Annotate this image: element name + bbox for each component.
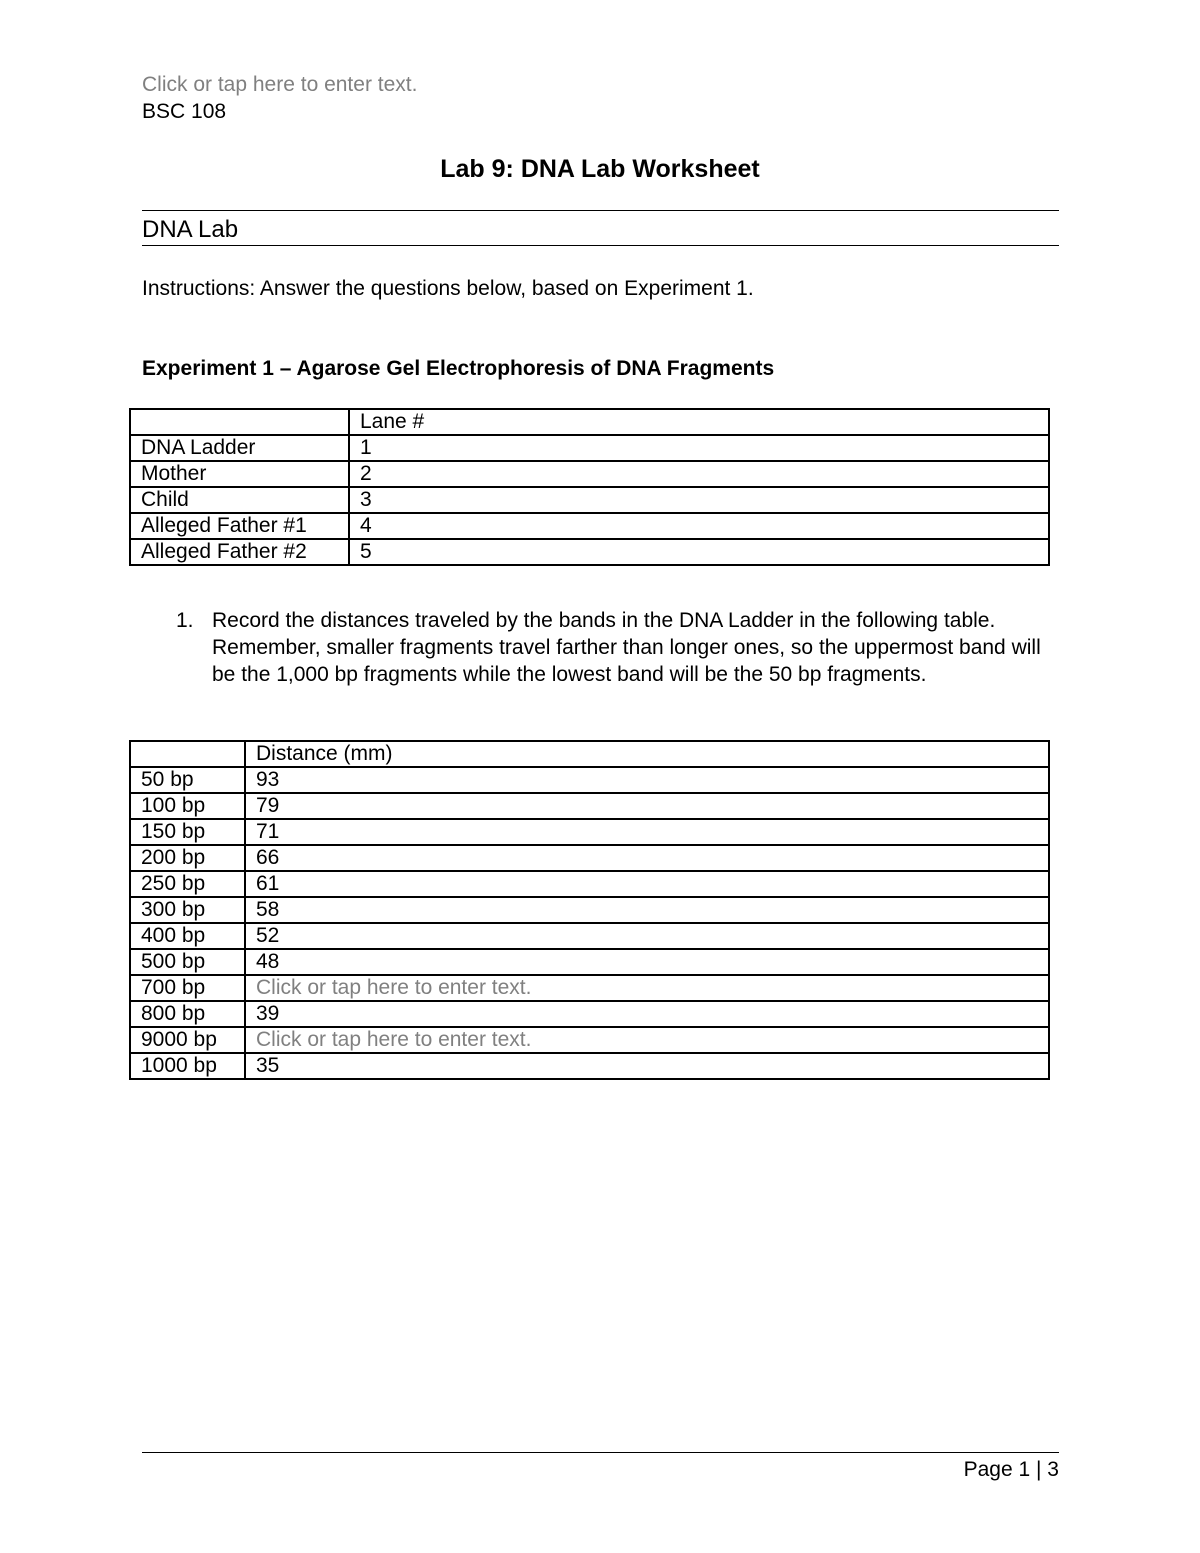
distance-placeholder-field[interactable]: Click or tap here to enter text. [245,975,1049,1001]
distance-cell[interactable]: 58 [245,897,1049,923]
page-number: Page 1 | 3 [963,1458,1059,1481]
fragment-size-cell: 300 bp [130,897,245,923]
page-title: Lab 9: DNA Lab Worksheet [440,155,760,183]
question-1 [176,607,1056,688]
table-header-cell [130,741,245,767]
fragment-size-cell: 9000 bp [130,1027,245,1053]
table-row [130,1001,1049,1027]
table-row [130,513,1049,539]
lane-number-cell[interactable]: 3 [349,487,1049,513]
question-text: Record the distances traveled by the bands in the DNA Ladder in the following table. Remember, smaller fragments travel farther than longer ones, so the uppermost band will be the 1,000 bp fragments while the lowest band will be the 50 bp fragments. [212,609,1041,686]
section-heading: DNA Lab [142,216,239,243]
footer-rule [142,1452,1059,1453]
fragment-size-cell: 700 bp [130,975,245,1001]
table-row [130,793,1049,819]
fragment-size-cell: 800 bp [130,1001,245,1027]
lane-number-cell[interactable]: 2 [349,461,1049,487]
table-row [130,975,1049,1001]
table-header-cell: Lane # [349,409,1049,435]
name-placeholder-field[interactable]: Click or tap here to enter text. [142,73,418,96]
table-row [130,845,1049,871]
table-row [130,1027,1049,1053]
course-code: BSC 108 [142,100,227,123]
table-header-cell: Distance (mm) [245,741,1049,767]
fragment-size-cell: 500 bp [130,949,245,975]
table-row [130,1053,1049,1079]
table-header-cell [130,409,349,435]
table-row [130,949,1049,975]
fragment-size-cell: 400 bp [130,923,245,949]
experiment-title: Experiment 1 – Agarose Gel Electrophoresis of DNA Fragments [142,357,775,380]
table-header-row [130,741,1049,767]
distance-cell[interactable]: 52 [245,923,1049,949]
lane-number-cell[interactable]: 1 [349,435,1049,461]
distance-placeholder-field[interactable]: Click or tap here to enter text. [245,1027,1049,1053]
fragment-size-cell: 100 bp [130,793,245,819]
lanes-table [129,408,1050,566]
question-number: 1. [176,609,194,632]
table-row [130,819,1049,845]
fragment-size-cell: 150 bp [130,819,245,845]
instructions-text: Instructions: Answer the questions below, based on Experiment 1. [142,277,754,300]
sample-name-cell: Mother [130,461,349,487]
section-top-rule [142,210,1059,211]
table-row [130,871,1049,897]
fragment-size-cell: 250 bp [130,871,245,897]
distance-cell[interactable]: 66 [245,845,1049,871]
lane-number-cell[interactable]: 5 [349,539,1049,565]
distance-cell[interactable]: 48 [245,949,1049,975]
fragment-size-cell: 1000 bp [130,1053,245,1079]
table-row [130,487,1049,513]
table-row [130,461,1049,487]
fragment-size-cell: 50 bp [130,767,245,793]
distance-cell[interactable]: 71 [245,819,1049,845]
sample-name-cell: DNA Ladder [130,435,349,461]
table-row [130,923,1049,949]
distance-cell[interactable]: 39 [245,1001,1049,1027]
distance-cell[interactable]: 35 [245,1053,1049,1079]
distance-cell[interactable]: 61 [245,871,1049,897]
table-row [130,767,1049,793]
lane-number-cell[interactable]: 4 [349,513,1049,539]
sample-name-cell: Child [130,487,349,513]
ladder-distance-table [129,740,1050,1080]
fragment-size-cell: 200 bp [130,845,245,871]
distance-cell[interactable]: 79 [245,793,1049,819]
table-row [130,897,1049,923]
sample-name-cell: Alleged Father #2 [130,539,349,565]
table-header-row [130,409,1049,435]
sample-name-cell: Alleged Father #1 [130,513,349,539]
distance-cell[interactable]: 93 [245,767,1049,793]
section-bottom-rule [142,245,1059,246]
table-row [130,435,1049,461]
table-row [130,539,1049,565]
